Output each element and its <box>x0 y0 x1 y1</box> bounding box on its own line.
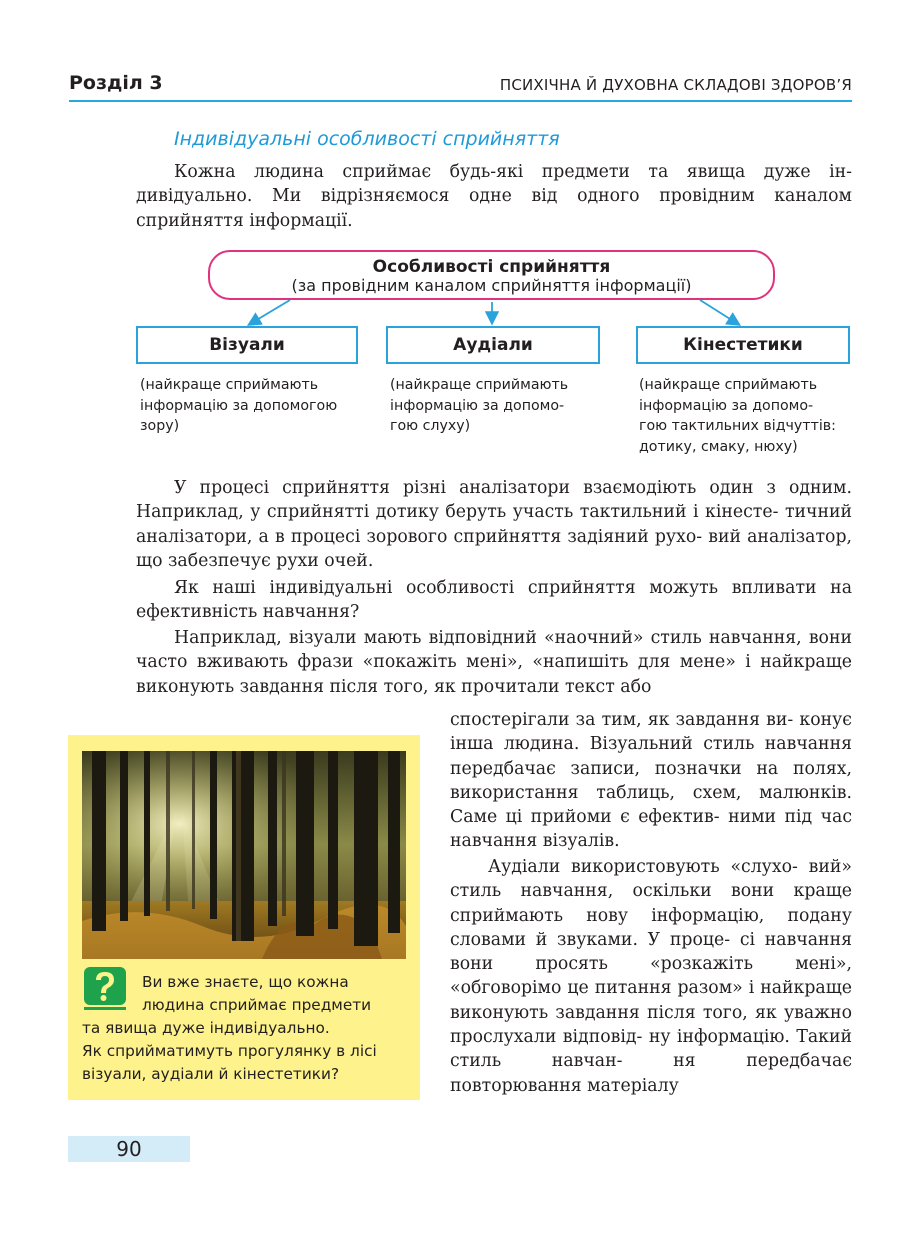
text-line: Як наші індивідуальні особливості сприйняття можуть впливати <box>174 578 817 598</box>
text-line: Наприклад, у сприйнятті дотику беруть участь тактильний і кінесте- <box>136 502 779 523</box>
text-line: сприйняття інформації. <box>136 210 353 231</box>
desc-line: інформацію за допомо- <box>390 397 565 414</box>
desc-line: інформацію за допомо- <box>639 397 814 414</box>
question-sidebar <box>68 735 420 1100</box>
arrow-to-visuals <box>250 300 290 324</box>
text-line: Як сприйматимуть прогулянку в лісі <box>82 1042 377 1060</box>
header-rule <box>69 100 852 102</box>
text-line: Наприклад, візуали мають відповідний «наочний» стиль навчання, <box>174 628 802 648</box>
paragraph-analyzers <box>136 476 852 573</box>
paragraph-question <box>136 576 852 625</box>
category-visuals-description <box>140 375 337 437</box>
text-line: ними під час навчання візуалів. <box>450 807 852 852</box>
text-line: дивідуально. Ми відрізняємося одне від одного провідним каналом <box>136 186 852 207</box>
text-line: сі навчання вони просять «розкажіть <box>450 929 852 975</box>
forest-photo <box>82 751 406 959</box>
category-visuals: Візуали <box>136 326 358 364</box>
text-line: подану словами й звуками. У проце- <box>450 905 852 950</box>
category-kinesthetics: Кінестетики <box>636 326 850 364</box>
desc-line: інформацію за допомогою <box>140 397 338 414</box>
text-line: Ви вже знаєте, що кожна <box>142 973 349 991</box>
text-line: мені», «обговорімо це питання разом» <box>450 954 852 999</box>
desc-line: дотику, смаку, нюху) <box>639 438 798 455</box>
question-text-bottom <box>82 1017 377 1086</box>
text-line: Аудіали використовують «слухо- <box>488 857 798 877</box>
question-icon <box>82 965 128 1011</box>
text-line: У процесі сприйняття різні аналізатори взаємодіють один з одним. <box>174 478 852 498</box>
text-line: Кожна людина сприймає будь-які предмети та явища дуже ін- <box>174 162 852 182</box>
desc-line: зору) <box>140 418 180 434</box>
text-line: спостерігали за тим, як завдання ви- <box>450 710 794 730</box>
text-line: конує інша людина. Візуальний стиль <box>450 710 852 755</box>
category-audials: Аудіали <box>386 326 600 364</box>
category-audials-description <box>390 375 568 437</box>
diagram-title-box <box>208 250 775 300</box>
text-line: і найкраще виконують завдання після того, як прочитали текст або <box>136 652 853 697</box>
text-line: на ефективність навчання? <box>136 578 852 623</box>
text-line: навчання передбачає записи, позначки <box>450 734 852 779</box>
text-line: та явища дуже індивідуально. <box>82 1019 330 1037</box>
intro-paragraph <box>136 160 852 233</box>
section-label: Розділ 3 <box>69 72 163 94</box>
desc-line: гою тактильних відчуттів: <box>639 418 836 434</box>
text-line: тичний аналізатори, а в процесі зорового сприйняття задіяний рухо- <box>136 502 853 547</box>
section-subheading: Індивідуальні особливості сприйняття <box>174 128 560 150</box>
text-line: людина сприймає предмети <box>142 996 372 1014</box>
diagram-subtitle: (за провідним каналом сприйняття інформації) <box>291 276 692 295</box>
text-line: малюнків. Саме ці прийоми є ефектив- <box>450 782 852 828</box>
text-line: вони часто вживають фрази «покажіть мені», «напишіть для мене» <box>136 628 852 673</box>
paragraph-audials <box>450 855 852 1098</box>
desc-line: (найкраще сприймають <box>639 377 818 393</box>
paragraph-visuals-continued <box>450 708 852 854</box>
text-line: на полях, використання таблиць, схем, <box>450 758 852 803</box>
paragraph-visuals-style <box>136 626 852 699</box>
text-line: краще сприймають нову інформацію, <box>450 881 853 926</box>
text-line: вий аналізатор, що забезпечує рухи очей. <box>136 526 853 571</box>
text-line: того, як уважно прослухали відповід- <box>450 1002 852 1048</box>
page-number: 90 <box>116 1137 142 1161</box>
chapter-title: ПСИХІЧНА Й ДУХОВНА СКЛАДОВІ ЗДОРОВ’Я <box>499 76 852 94</box>
text-line: ня передбачає повторювання матеріалу <box>450 1051 852 1096</box>
question-text-top <box>142 971 371 1017</box>
desc-line: гою слуху) <box>390 418 471 434</box>
text-line: візуали, аудіали й кінестетики? <box>82 1065 340 1083</box>
desc-line: (найкраще сприймають <box>140 377 319 393</box>
text-line: вий» стиль навчання, оскільки вони <box>450 857 852 902</box>
text-line: ну інформацію. Такий стиль навчан- <box>450 1027 853 1072</box>
text-line: і найкраще виконують завдання після <box>450 978 852 1023</box>
diagram-title: Особливості сприйняття <box>372 257 611 277</box>
category-kinesthetics-description <box>639 375 836 457</box>
desc-line: (найкраще сприймають <box>390 377 569 393</box>
arrow-to-kinesthetics <box>700 300 738 324</box>
